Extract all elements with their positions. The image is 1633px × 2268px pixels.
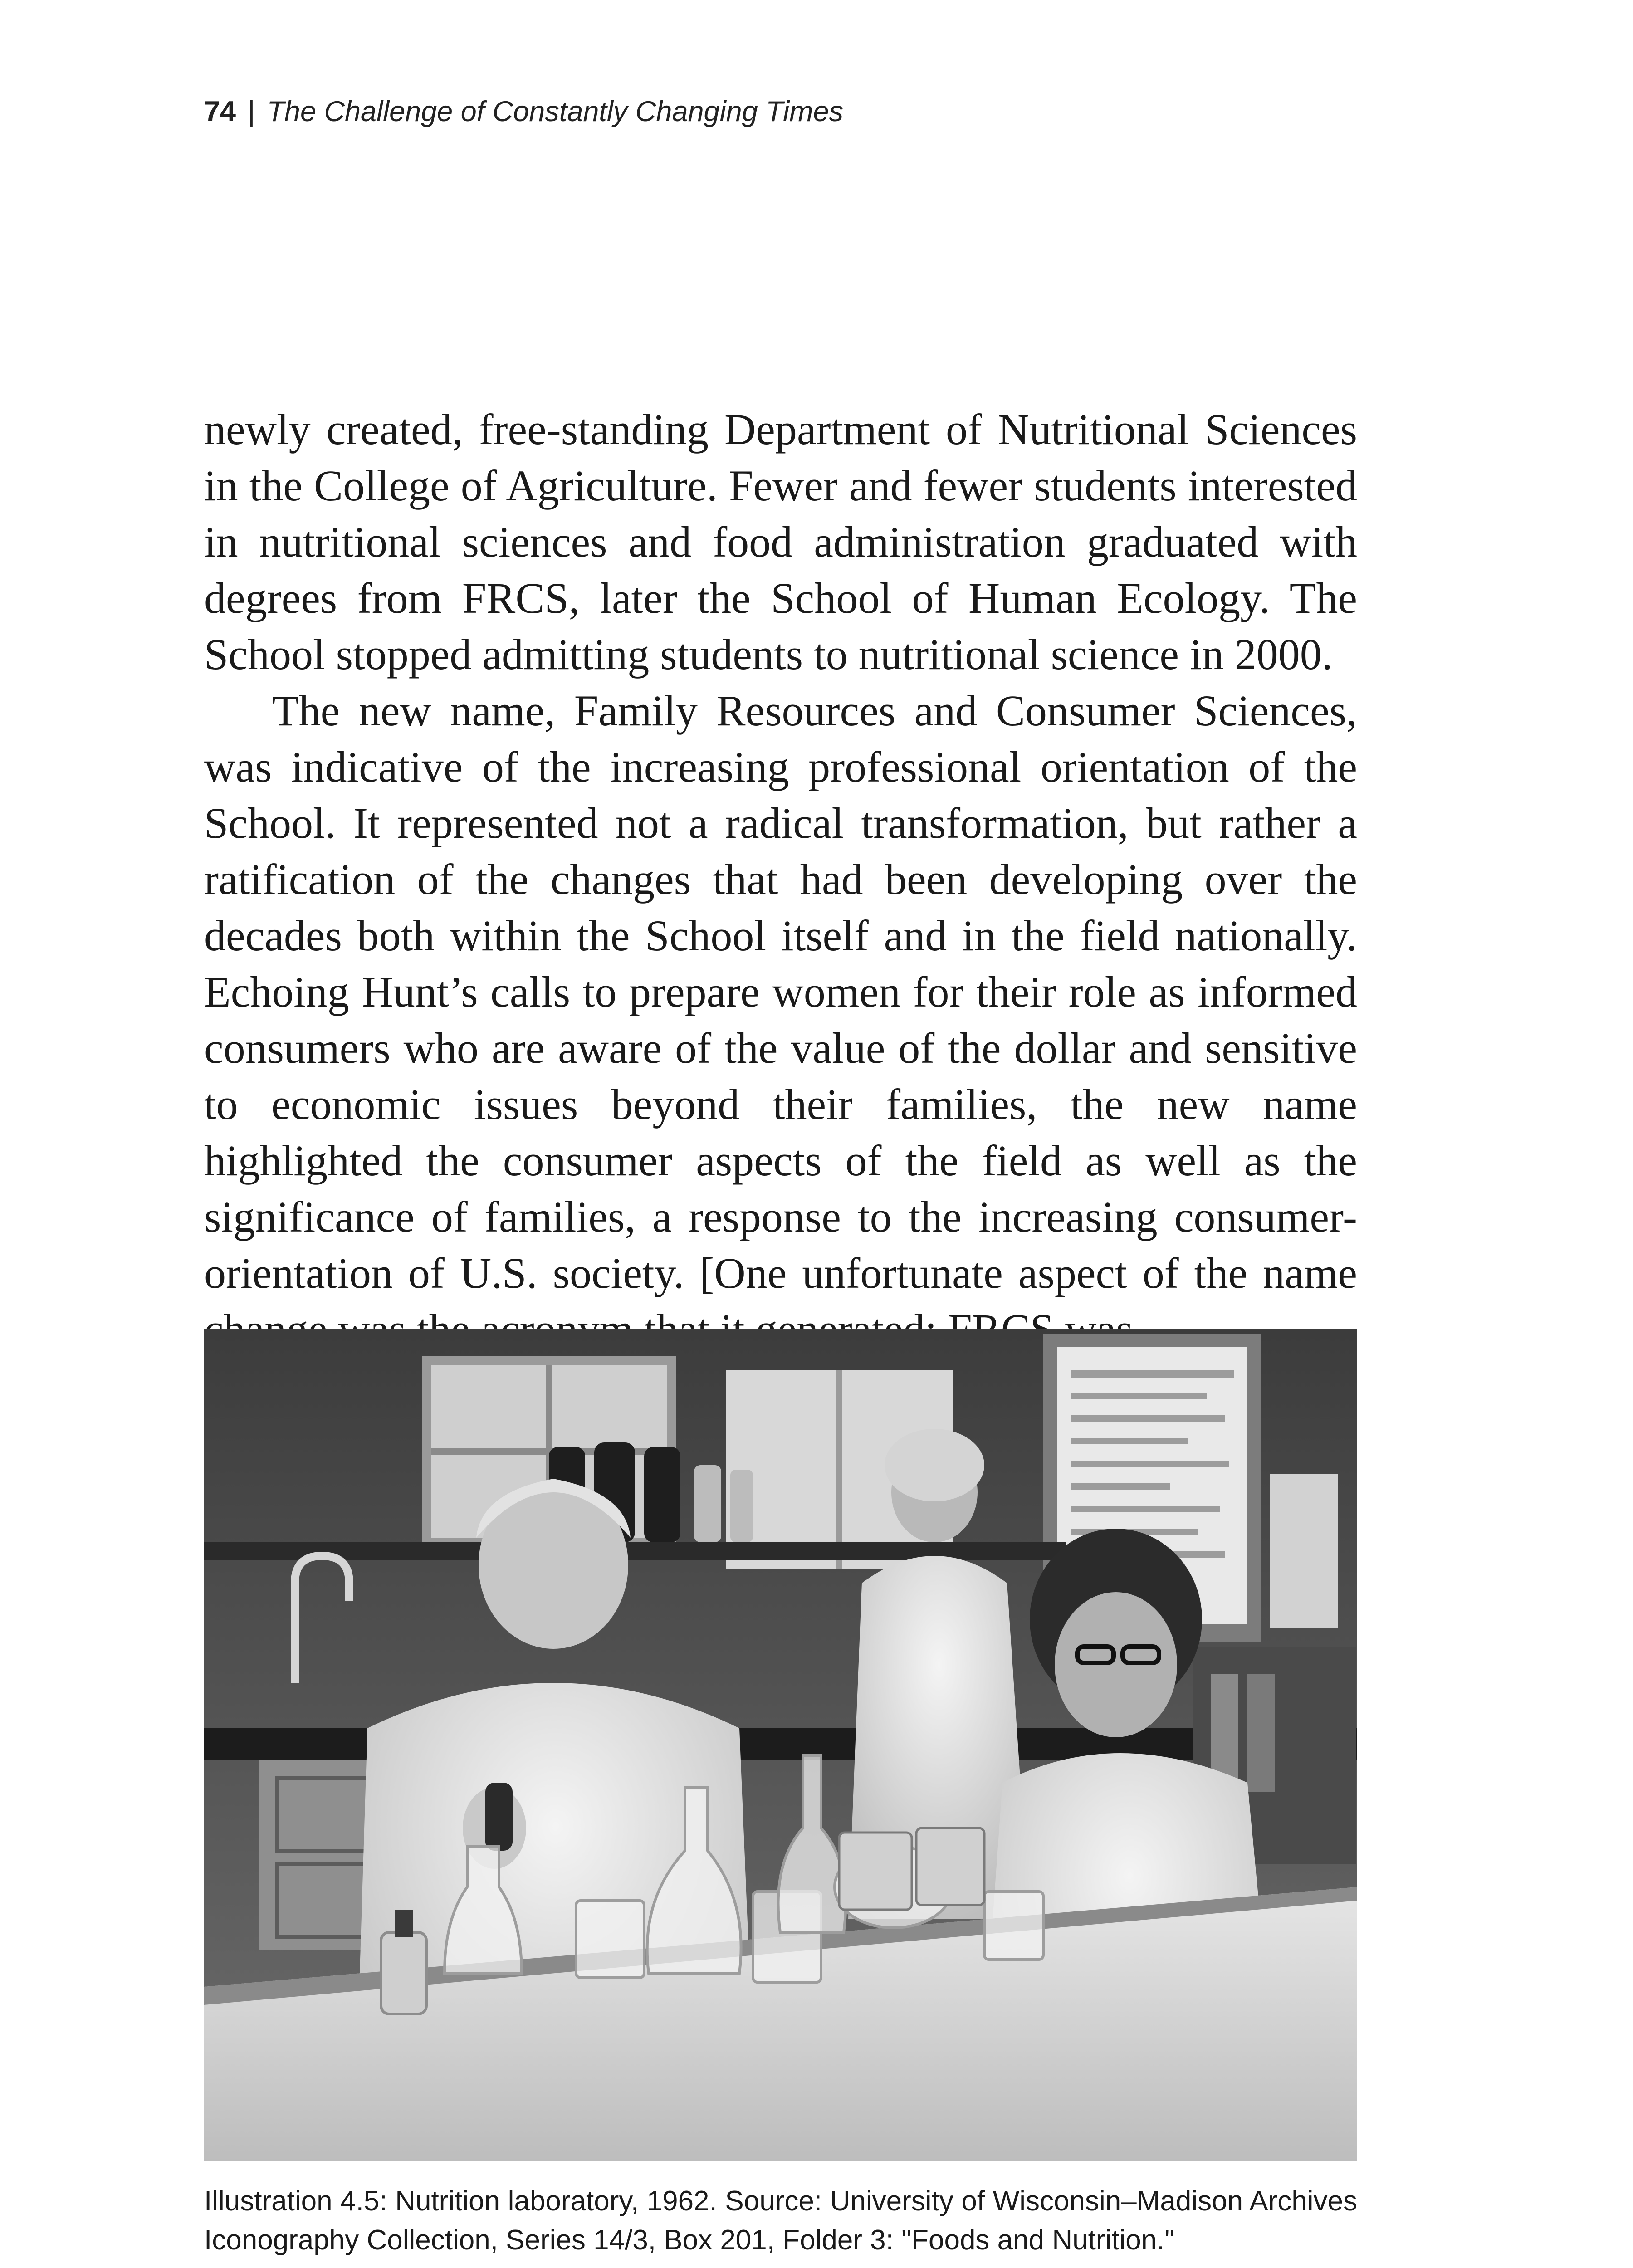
running-head [204, 95, 843, 128]
paragraph-new-name: The new name, Family Resources and Consumer Sciences, was indicative of the increasing professional orientation of the School. It represented not a radical transformation, but rather a ratification of the changes that had been developing over the decades both within the School itself and in the field nationally. Echoing Hunt’s calls to prepare women for their role as informed consumers who are aware of the value of the dollar and sensitive to economic issues beyond their families, the new name highlighted the consumer aspects of the field as well as the significance of families, a response to the increasing consumer-orientation of U.S. society. [One unfortunate aspect of the name [204, 686, 1357, 1297]
page-number: 74 [204, 96, 236, 127]
lab-photograph [204, 1329, 1357, 2161]
lab-photo-illustration [204, 1329, 1357, 2161]
paragraph-continued: newly created, free-standing Department of Nutritional Sciences in the College of Agriculture. Fewer and fewer students interested in nutritional sciences and food administration graduated with degrees from FRCS, later the School of Human Ecology. The School stopped admitting students to nutritional science in 2000. [204, 405, 1357, 679]
body-text [204, 401, 1357, 1358]
figure-caption: Illustration 4.5: Nutrition laboratory, 1962. Source: University of Wisconsin–Madison Archives Iconography Collection, Series 14/3, Box 201, Folder 3: "Foods and Nutrition." [204, 2185, 1357, 2256]
running-title: The Challenge of Constantly Changing Times [267, 96, 844, 127]
header-separator: | [248, 96, 255, 127]
